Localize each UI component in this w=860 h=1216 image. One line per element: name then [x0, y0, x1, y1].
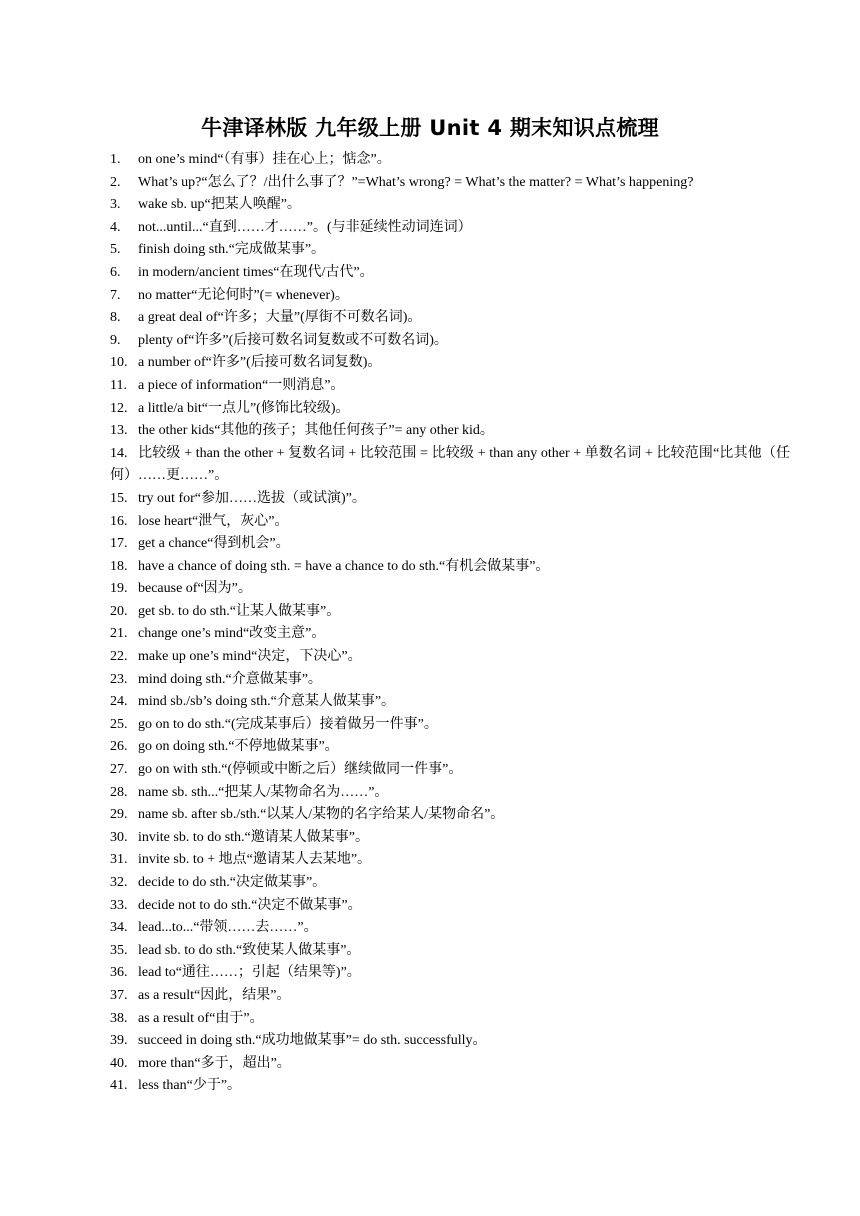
item-number: 25.	[110, 716, 128, 732]
item-text: have a chance of doing sth. = have a chance to do sth.“有机会做某事”。	[138, 558, 550, 574]
item-text: decide to do sth.“决定做某事”。	[138, 875, 327, 890]
list-item	[110, 217, 790, 240]
list-item	[110, 849, 790, 872]
item-text: lead sb. to do sth.“致使某人做某事”。	[138, 942, 361, 958]
list-item	[110, 1030, 790, 1053]
item-number: 40.	[110, 1055, 128, 1071]
item-number: 24.	[110, 694, 128, 710]
item-text: invite sb. to + 地点“邀请某人去某地”。	[138, 852, 372, 868]
list-item	[110, 556, 790, 579]
item-text: plenty of“许多”(后接可数名词复数或不可数名词)。	[138, 332, 448, 348]
item-text: invite sb. to do sth.“邀请某人做某事”。	[138, 829, 369, 845]
item-text: mind doing sth.“介意做某事”。	[138, 671, 322, 687]
item-number: 17.	[110, 536, 128, 552]
item-number: 7.	[110, 287, 121, 303]
list-item	[110, 488, 790, 511]
list-item	[110, 443, 790, 488]
item-text: as a result“因此，结果”。	[138, 987, 291, 1003]
list-item	[110, 691, 790, 714]
list-item	[110, 352, 790, 375]
item-text: go on to do sth.“(完成某事后）接着做另一件事”。	[138, 716, 438, 732]
item-number: 1.	[110, 152, 121, 167]
item-number: 6.	[110, 264, 121, 280]
item-number: 36.	[110, 965, 128, 981]
item-text: succeed in doing sth.“成功地做某事”= do sth. successfully。	[138, 1033, 487, 1049]
list-item	[110, 895, 790, 918]
item-number: 13.	[110, 423, 128, 439]
item-text: finish doing sth.“完成做某事”。	[138, 242, 326, 258]
item-number: 4.	[110, 219, 121, 235]
list-item	[110, 285, 790, 308]
item-number: 35.	[110, 942, 128, 958]
item-text: 比较级 + than the other + 复数名词 + 比较范围 = 比较级 + than any other + 单数名词 + 比较范围“比其他（任何）……更……”。	[110, 445, 790, 484]
list-item	[110, 714, 790, 737]
item-text: wake sb. up“把某人唤醒”。	[138, 197, 301, 213]
item-number: 9.	[110, 332, 121, 348]
list-item	[110, 804, 790, 827]
item-number: 33.	[110, 897, 128, 913]
item-number: 39.	[110, 1033, 128, 1049]
list-item	[110, 398, 790, 421]
item-text: make up one’s mind“决定，下决心”。	[138, 649, 362, 665]
item-text: a little/a bit“一点儿”(修饰比较级)。	[138, 400, 350, 416]
item-text: lead to“通往……；引起（结果等)”。	[138, 965, 361, 981]
item-number: 27.	[110, 762, 128, 778]
item-number: 18.	[110, 558, 128, 574]
list-item	[110, 782, 790, 805]
list-item	[110, 827, 790, 850]
item-text: no matter“无论何时”(= whenever)。	[138, 287, 349, 303]
item-text: go on with sth.“(停顿或中断之后）继续做同一件事”。	[138, 762, 463, 778]
list-item	[110, 872, 790, 895]
item-text: the other kids“其他的孩子；其他任何孩子”= any other kid。	[138, 423, 494, 439]
item-text: on one’s mind“（有事）挂在心上；惦念”。	[138, 152, 391, 167]
item-text: a piece of information“一则消息”。	[138, 377, 345, 393]
item-number: 19.	[110, 581, 128, 597]
list-item	[110, 330, 790, 353]
list-item	[110, 940, 790, 963]
item-number: 31.	[110, 852, 128, 868]
list-item	[110, 962, 790, 985]
item-number: 20.	[110, 603, 128, 619]
item-number: 26.	[110, 739, 128, 755]
list-item	[110, 149, 790, 172]
list-item	[110, 420, 790, 443]
list-item	[110, 601, 790, 624]
item-text: try out for“参加……选拔（或试演)”。	[138, 490, 366, 506]
list-item	[110, 917, 790, 940]
list-item	[110, 533, 790, 556]
item-number: 23.	[110, 671, 128, 687]
item-number: 3.	[110, 197, 121, 213]
list-item	[110, 307, 790, 330]
item-text: name sb. after sb./sth.“以某人/某物的名字给某人/某物命名”。	[138, 807, 505, 823]
item-text: less than“少于”。	[138, 1078, 242, 1094]
item-text: What’s up?“怎么了？/出什么事了？”=What’s wrong? = What’s the matter? = What’s happening?	[138, 174, 694, 190]
item-text: a number of“许多”(后接可数名词复数)。	[138, 355, 382, 371]
item-text: lead...to...“带领……去……”。	[138, 920, 318, 936]
item-number: 2.	[110, 174, 121, 190]
item-text: because of“因为”。	[138, 581, 252, 597]
item-number: 21.	[110, 626, 128, 642]
item-text: mind sb./sb’s doing sth.“介意某人做某事”。	[138, 694, 396, 710]
list-item	[110, 262, 790, 285]
item-number: 10.	[110, 355, 128, 371]
item-text: more than“多于，超出”。	[138, 1055, 291, 1071]
list-item	[110, 578, 790, 601]
item-number: 12.	[110, 400, 128, 416]
list-item	[110, 1053, 790, 1076]
list-item	[110, 375, 790, 398]
item-text: change one’s mind“改变主意”。	[138, 626, 326, 642]
item-text: not...until...“直到……才……”。(与非延续性动词连词）	[138, 219, 472, 235]
item-number: 37.	[110, 987, 128, 1003]
item-text: get a chance“得到机会”。	[138, 536, 290, 552]
list-item	[110, 1008, 790, 1031]
item-number: 34.	[110, 920, 128, 936]
item-number: 38.	[110, 1010, 128, 1026]
item-text: get sb. to do sth.“让某人做某事”。	[138, 603, 341, 619]
list-item	[110, 511, 790, 534]
list-item	[110, 759, 790, 782]
list-item	[110, 239, 790, 262]
item-text: as a result of“由于”。	[138, 1010, 264, 1026]
item-number: 30.	[110, 829, 128, 845]
item-number: 22.	[110, 649, 128, 665]
item-text: decide not to do sth.“决定不做某事”。	[138, 897, 362, 913]
list-item	[110, 172, 790, 195]
list-item	[110, 669, 790, 692]
item-text: a great deal of“许多；大量”(厚街不可数名词)。	[138, 310, 422, 326]
item-number: 14.	[110, 445, 128, 461]
list-item	[110, 985, 790, 1008]
item-number: 5.	[110, 242, 121, 258]
item-number: 11.	[110, 377, 127, 393]
list-item	[110, 623, 790, 646]
item-number: 32.	[110, 875, 128, 890]
knowledge-point-list	[110, 149, 790, 1098]
item-text: name sb. sth...“把某人/某物命名为……”。	[138, 784, 389, 800]
item-number: 8.	[110, 310, 121, 326]
list-item	[110, 736, 790, 759]
list-item	[110, 646, 790, 669]
list-item	[110, 1075, 790, 1098]
item-text: go on doing sth.“不停地做某事”。	[138, 739, 339, 755]
item-number: 15.	[110, 490, 128, 506]
item-text: lose heart“泄气，灰心”。	[138, 513, 289, 529]
item-number: 28.	[110, 784, 128, 800]
item-number: 29.	[110, 807, 128, 823]
item-number: 16.	[110, 513, 128, 529]
item-number: 41.	[110, 1078, 128, 1094]
list-item	[110, 194, 790, 217]
document-title: 牛津译林版 九年级上册 Unit 4 期末知识点梳理	[201, 116, 659, 140]
item-text: in modern/ancient times“在现代/古代”。	[138, 264, 374, 280]
